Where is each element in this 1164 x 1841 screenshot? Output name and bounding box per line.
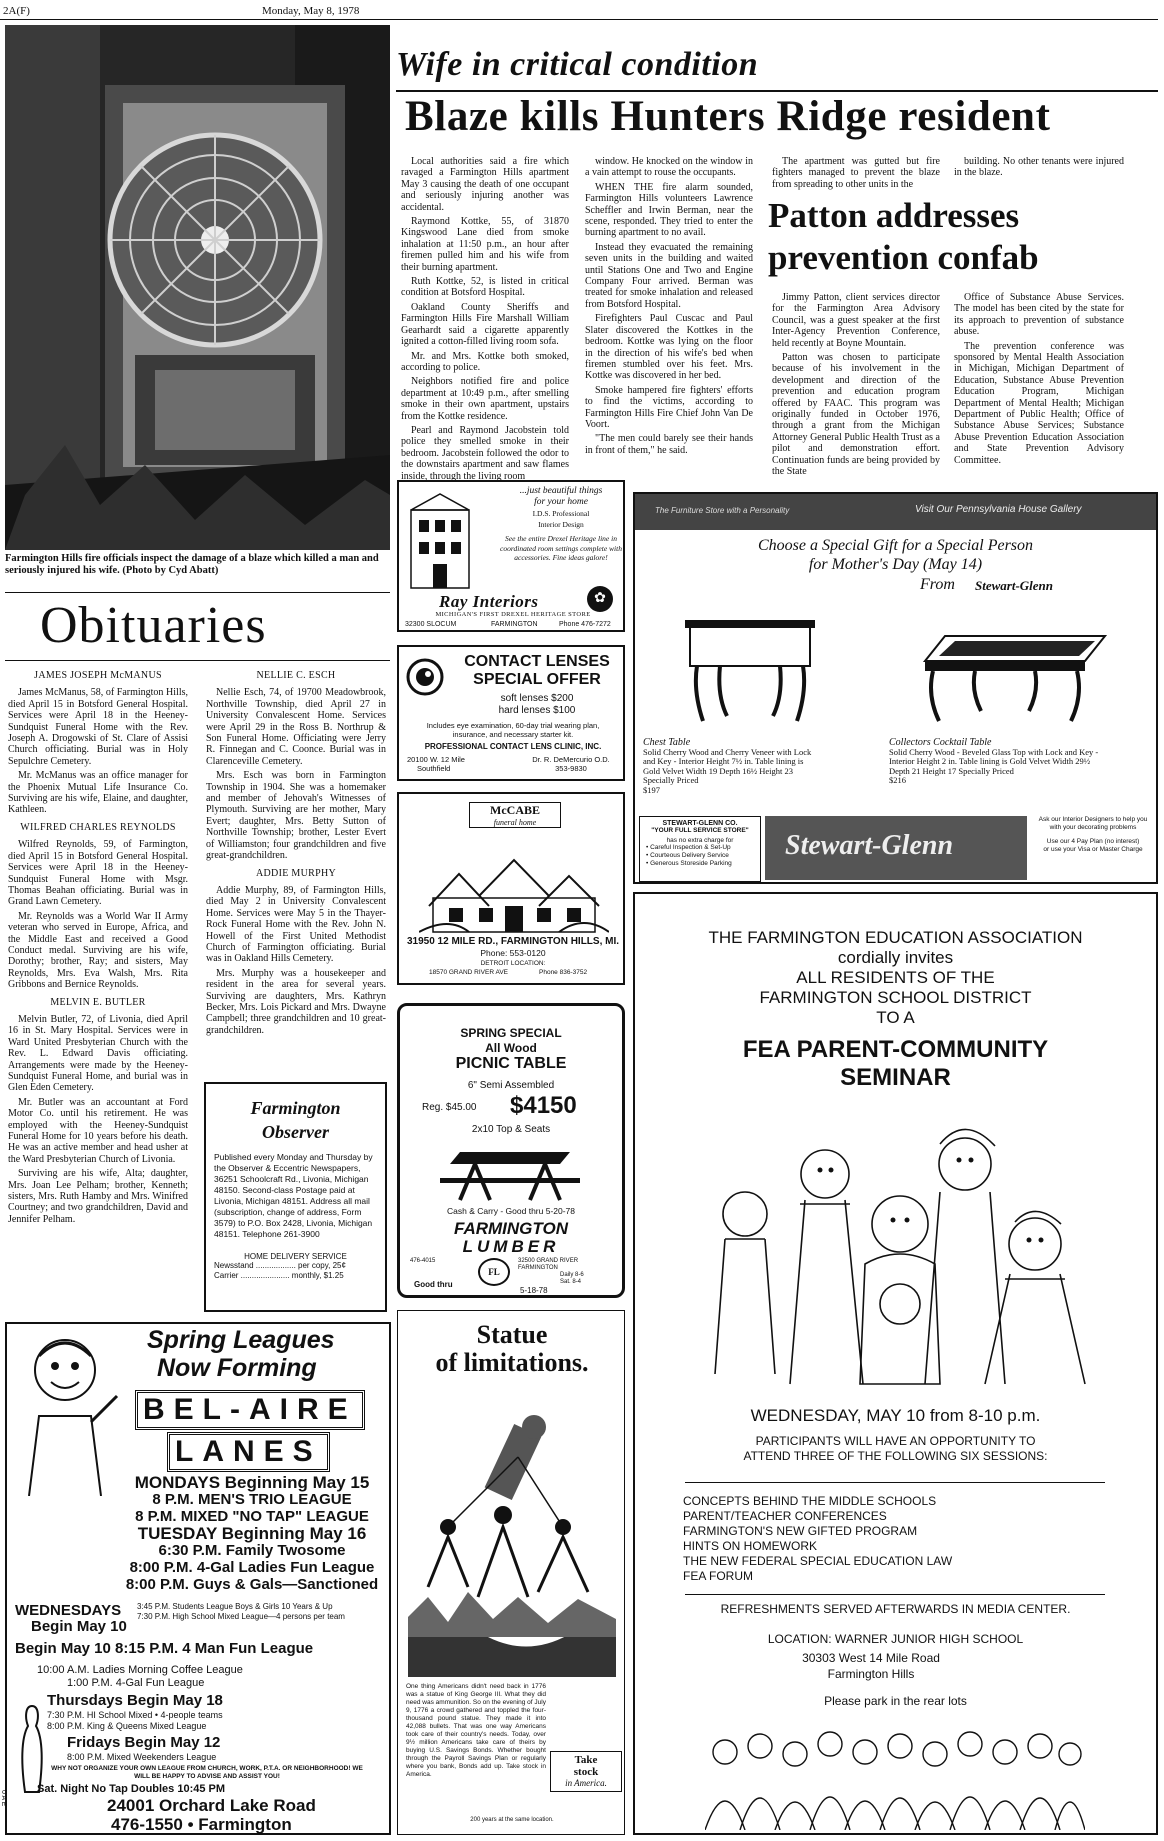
paragraph: Mrs. Murphy was a housekeeper and resident in the area for several years. Surviving are daughters, Mrs. Kathryn Becker, Mrs. Lois Pickard and Mrs. Dwayne Campbell; three grandchildren and 10 great-grandchildren. bbox=[206, 967, 386, 1036]
fire-photo bbox=[5, 25, 390, 550]
carrier-price: Carrier ...................... monthly, $1.25 bbox=[214, 1271, 344, 1280]
bowling-line: TUESDAY Beginning May 16 bbox=[137, 1524, 367, 1543]
session-item: FEA FORUM bbox=[683, 1569, 754, 1583]
bonds-headline bbox=[402, 1321, 622, 1377]
item-price: $197 bbox=[643, 784, 660, 795]
lumber-name-1: FARMINGTON bbox=[454, 1219, 568, 1238]
fea-parking: Please park in the rear lots bbox=[824, 1694, 967, 1708]
stewart-big-logo: Stewart-Glenn bbox=[785, 830, 954, 861]
patton-headline bbox=[768, 195, 1039, 279]
doctor-phone: 353-9830 bbox=[555, 764, 587, 773]
bowling-phone: 476-1550 • Farmington bbox=[111, 1815, 292, 1834]
ray-body: See the entire Drexel Heritage line in coordinated room settings complete with accessories. Fine ideas galore! bbox=[500, 534, 622, 562]
wednesday-item: 7:30 P.M. High School Mixed League—4 persons per team bbox=[137, 1612, 345, 1621]
note-line: Use our 4 Pay Plan (no interest) bbox=[1046, 838, 1140, 845]
paragraph: Smoke hampered fire fighters' efforts to find the victims, according to Farmington Hills Fire Chief John Van De Voort. bbox=[585, 384, 753, 430]
obituary-name: NELLIE C. ESCH bbox=[256, 670, 336, 681]
contact-title-line2: SPECIAL OFFER bbox=[473, 671, 601, 688]
fea-invite bbox=[635, 928, 1156, 1028]
obituary-name: ADDIE MURPHY bbox=[256, 867, 336, 879]
wednesdays-label: WEDNESDAYS bbox=[15, 1602, 122, 1619]
session-item: PARENT/TEACHER CONFERENCES bbox=[683, 1509, 887, 1523]
stewart-banner bbox=[635, 494, 1156, 530]
address-line: 30303 West 14 Mile Road bbox=[802, 1651, 940, 1665]
stewart-logo-panel bbox=[765, 816, 1027, 880]
bowling-line: 6:30 P.M. Family Twosome bbox=[158, 1542, 346, 1559]
photo-caption: Farmington Hills fire officials inspect the damage of a blaze which killed a man and seriously injured his wife. (Photo by Cyd Abatt) bbox=[5, 553, 379, 576]
league-line: 1:00 P.M. 4-Gal Fun League bbox=[67, 1677, 205, 1689]
perks-list bbox=[640, 844, 760, 868]
invite-line: THE FARMINGTON EDUCATION ASSOCIATION bbox=[708, 928, 1083, 947]
address-line: 20100 W. 12 Mile bbox=[407, 755, 465, 764]
league-line: 10:00 A.M. Ladies Morning Coffee League bbox=[37, 1664, 243, 1676]
item-desc: Solid Cherry Wood and Cherry Veneer with Lock and Key - Interior Height 7½ in. Table lining is Gold Velvet Width 19 Depth 16½ Height 23 Specially Priced bbox=[643, 746, 812, 785]
paragraph: Wilfred Reynolds, 59, of Farmington, died April 15 in Botsford General Hospital. Services were April 18 in the Heeney-Sundquist Funeral Home with Msgr. Thomas Beahan officiating. Burial was in Grand Lawn Cemetery. bbox=[8, 839, 188, 908]
contact-address bbox=[407, 755, 465, 773]
fea-title-line1: FEA PARENT-COMMUNITY bbox=[742, 1036, 1049, 1063]
invite-line: ALL RESIDENTS OF THE bbox=[796, 968, 995, 987]
picnic-cash-carry: Cash & Carry - Good thru 5-20-78 bbox=[446, 1206, 576, 1216]
perk-item: • Courteous Delivery Service bbox=[646, 852, 729, 859]
farmington-lumber-ad bbox=[397, 1003, 625, 1298]
invite-line: TO A bbox=[876, 1008, 915, 1027]
crowd-illustration bbox=[705, 1722, 1085, 1830]
item-price: $216 bbox=[889, 775, 906, 785]
thursday-items bbox=[47, 1710, 223, 1732]
fea-title bbox=[635, 1036, 1156, 1092]
lumber-logo bbox=[410, 1220, 612, 1256]
eye-logo-icon bbox=[405, 657, 445, 697]
paragraph: Pearl and Raymond Jacobstein told police they smelled smoke in their bedroom. Jacobstein followed the odor to the downstairs apartment and saw flames inside, through the living room bbox=[401, 424, 569, 482]
address-line: Southfield bbox=[417, 764, 451, 773]
bowling-line: 8:00 P.M. 4-Gal Ladies Fun League bbox=[129, 1559, 375, 1576]
paragraph: window. He knocked on the window in a vain attempt to rouse the occupants. bbox=[585, 156, 753, 179]
stewart-right-notes bbox=[1033, 816, 1153, 854]
stewart-headline-line1: Choose a Special Gift for a Special Person bbox=[757, 537, 1034, 554]
badge-line: stock bbox=[573, 1766, 599, 1778]
contact-clinic: PROFESSIONAL CONTACT LENS CLINIC, INC. bbox=[424, 742, 602, 751]
observer-body: Published every Monday and Thursday by the Observer & Eccentric Newspapers, 36251 Schoolcraft Rd., Livonia, Michigan 48150. Second-class Postage paid at Livonia, Michigan 48151. Address all mail (subscription, change of address, Form 3579) to P.O. Box 2428, Livonia, Michigan 48151. Telephone 261-3900 bbox=[214, 1152, 373, 1239]
paragraph: Mr. and Mrs. Kottke both smoked, according to police. bbox=[401, 350, 569, 373]
stewart-script-logo: Stewart-Glenn bbox=[975, 578, 1054, 593]
bowling-line: 8 P.M. MEN'S TRIO LEAGUE bbox=[152, 1491, 352, 1508]
invite-line: FARMINGTON SCHOOL DISTRICT bbox=[759, 988, 1032, 1007]
observer-title-line1: Farmington bbox=[250, 1098, 341, 1118]
funeral-home-building-icon bbox=[419, 836, 609, 936]
bowling-headline-1: Spring Leagues bbox=[147, 1326, 335, 1354]
organize-note: WHY NOT ORGANIZE YOUR OWN LEAGUE FROM CHURCH, WORK, P.T.A. OR NEIGHBORHOOD! WE WILL BE HAPPY TO ADVISE AND ASSIST YOU! bbox=[51, 1765, 363, 1780]
picnic-assembled: 6" Semi Assembled bbox=[467, 1080, 555, 1091]
picnic-reg-price: Reg. $45.00 bbox=[422, 1102, 477, 1113]
paragraph: Nellie Esch, 74, of 19700 Meadowbrook, Northville Township, died April 27 in University Convalescent Home. Services were April 29 in the Ross B. Northrup & Son Funeral Home. Officiating were Jerry R. Finnegan and C. Coonce. Burial was in Clarenceville Cemetery. bbox=[206, 687, 386, 767]
ray-subline: MICHIGAN'S FIRST DREXEL HERITAGE STORE bbox=[435, 611, 591, 618]
stewart-service-box bbox=[639, 816, 761, 882]
friday-item: 8:00 P.M. Mixed Weekenders League bbox=[67, 1752, 217, 1762]
paragraph: The apartment was gutted but fire fighters managed to prevent the blaze from spreading to other units in the bbox=[772, 156, 940, 190]
paragraph: Melvin Butler, 72, of Livonia, died April 16 in St. Mary Hospital. Services were in Ward United Presbyterian Church with the Rev. L. Edward Davis officiating. Arrangements were made by the Heeney-Sundquist Funeral Home, and burial was in Glen Eden Cemetery. bbox=[8, 1013, 188, 1094]
margin-code: 0 A E bbox=[0, 1790, 7, 1807]
bel-aire-lanes-ad bbox=[5, 1322, 391, 1835]
ray-interiors-name: Ray Interiors bbox=[439, 592, 539, 611]
tagline-line: for your home bbox=[534, 497, 588, 507]
paragraph: Mr. Butler was an accountant at Ford Motor Co. until his retirement. He was employed with the Heeney-Sundquist Funeral Home for 10 years before his death. He was an active member and head usher at the Ward Presbyterian Church of Livonia. bbox=[8, 1096, 188, 1165]
contact-title-line1: CONTACT LENSES bbox=[464, 653, 610, 670]
drexel-emblem-icon: ✿ bbox=[587, 586, 613, 612]
bowling-line: 8:00 P.M. Guys & Gals—Sanctioned bbox=[125, 1576, 379, 1593]
address-line: Farmington Hills bbox=[827, 1667, 915, 1681]
paragraph: building. No other tenants were injured in the blaze. bbox=[954, 156, 1124, 179]
tagline-line: Interior Design bbox=[538, 520, 584, 529]
participants-line: PARTICIPANTS WILL HAVE AN OPPORTUNITY TO bbox=[755, 1434, 1036, 1448]
paragraph: Firefighters Paul Cuscac and Paul Slater discovered the Kottkes in the bedroom. Kottke was lying on the floor in the direction of his wife's bed when firemen stumbled over his feet. Mrs. Kottke was discovered in her bed. bbox=[585, 313, 753, 382]
paragraph: The prevention conference was sponsored by Mental Health Association in Michigan, Michigan Department of Education, Substance Abuse Prevention Education Program, Michigan Department of Mental Health; Michigan Department of Public Health; Office of Substance Abuse Services; Substance Abuse Prevention Education Association and State Prevention Advisory Committee. bbox=[954, 340, 1124, 466]
tagline-line: I.D.S. Professional bbox=[532, 509, 590, 518]
mccabe-detroit-phone: Phone 836-3752 bbox=[539, 969, 588, 976]
contact-prices bbox=[451, 693, 623, 717]
contact-doctor bbox=[519, 755, 623, 773]
picnic-table-icon bbox=[440, 1142, 580, 1202]
paragraph: "The men could barely see their hands in front of them," he said. bbox=[585, 433, 753, 456]
item-desc: Solid Cherry Wood - Beveled Glass Top with Lock and Key - Interior Height 2 in. Table lining is Gold Velvet Width 29½ Depth 21 Height 17 Specially Priced bbox=[889, 746, 1099, 776]
mccabe-funeral-home-ad bbox=[397, 792, 625, 985]
obituaries-right-col bbox=[206, 664, 386, 1039]
fea-address bbox=[721, 1650, 1021, 1682]
mccabe-logo bbox=[469, 802, 561, 828]
badge-line: in America. bbox=[565, 1778, 607, 1788]
take-stock-badge bbox=[550, 1751, 622, 1792]
obituaries-heading: Obituaries bbox=[40, 597, 267, 654]
fea-location: LOCATION: WARNER JUNIOR HIGH SCHOOL bbox=[767, 1632, 1024, 1646]
picnic-sale-price: $4150 bbox=[510, 1092, 577, 1119]
stewart-headline bbox=[643, 536, 1148, 574]
kicker: Wife in critical condition bbox=[396, 46, 759, 83]
good-thru-label: Good thru bbox=[414, 1280, 453, 1289]
picnic-line: All Wood bbox=[485, 1041, 537, 1055]
league-line: 7:30 P.M. HI School Mixed • 4-people teams bbox=[47, 1710, 223, 1720]
picnic-top-seats: 2x10 Top & Seats bbox=[471, 1124, 551, 1135]
patton-col2 bbox=[954, 292, 1124, 469]
banner-left-text: The Furniture Store with a Personality bbox=[655, 506, 790, 515]
paragraph: Local authorities said a fire which ravaged a Farmington Hills apartment May 3 causing the death of one occupant and seriously injuring another was accidental. bbox=[401, 156, 569, 213]
main-story-col2 bbox=[585, 156, 753, 459]
page-number: 2A(F) bbox=[3, 5, 30, 17]
note-line: Ask our Interior Designers to help you with your decorating problems bbox=[1038, 816, 1148, 831]
mccabe-detroit: 18570 GRAND RIVER AVE bbox=[429, 969, 508, 976]
fea-participants bbox=[635, 1434, 1156, 1464]
hard-lens-price: hard lenses $100 bbox=[498, 705, 576, 716]
newsstand-price: Newsstand .................. per copy, 25¢ bbox=[214, 1261, 346, 1270]
bowling-address: 24001 Orchard Lake Road bbox=[107, 1796, 316, 1815]
hours-line: Daily 8-6 bbox=[560, 1272, 584, 1278]
bowling-pin-icon bbox=[17, 1704, 47, 1794]
bowling-line: MONDAYS Beginning May 15 bbox=[134, 1473, 370, 1492]
bonds-headline-line1: Statue bbox=[476, 1320, 548, 1349]
item-name: Chest Table bbox=[643, 737, 691, 748]
bowling-line: 8 P.M. MIXED "NO TAP" LEAGUE bbox=[135, 1508, 369, 1525]
perk-item: • Careful Inspection & Set-Up bbox=[646, 844, 731, 851]
bowling-headline-2: Now Forming bbox=[157, 1354, 317, 1382]
obituary-name: JAMES JOSEPH McMANUS bbox=[34, 670, 162, 681]
fan-in-window-image bbox=[5, 25, 390, 550]
ray-city: FARMINGTON bbox=[491, 621, 538, 628]
paragraph: Raymond Kottke, 55, of 31870 Kingswood Lane died from smoke inhalation at 11:50 p.m., an hour after firemen pulled him and his wife from their burning apartment. bbox=[401, 216, 569, 273]
picnic-headline bbox=[410, 1026, 612, 1071]
paragraph: Ruth Kottke, 52, is listed in critical condition at Botsford Hospital. bbox=[401, 276, 569, 299]
contact-includes: Includes eye examination, 60-day trial wearing plan, insurance, and necessary starter kit. bbox=[426, 721, 600, 739]
obituary-name: WILFRED CHARLES REYNOLDS bbox=[20, 821, 176, 833]
building-drawing-icon bbox=[405, 490, 475, 590]
bonds-foot: 200 years at the same location. bbox=[470, 1817, 554, 1823]
main-headline: Blaze kills Hunters Ridge resident bbox=[405, 93, 1051, 140]
perk-item: • Generous Storeside Parking bbox=[646, 860, 732, 867]
contact-title bbox=[451, 653, 623, 689]
paragraph: James McManus, 58, of Farmington Hills, died April 15 in Botsford General Hospital. Services were April 18 in the Heeney-Sundquist Funeral Home with the Rev. Joseph A. Drogowski of St. Clare of Assisi Church officiating. Burial was in Holy Sepulchre Cemetery. bbox=[8, 687, 188, 767]
mccabe-name: McCABE bbox=[490, 803, 540, 817]
paragraph: Instead they evacuated the remaining seven units in the building and waited until Stations One and Two and Engine Company Four arrived. Berman was treated for smoke inhalation and released from Botsford Hospital. bbox=[585, 241, 753, 310]
paragraph: Office of Substance Abuse Services. The model has been cited by the state for its approach to prevention of substance abuse. bbox=[954, 292, 1124, 338]
cartoon-man-icon bbox=[9, 1326, 121, 1496]
obituaries-left-col bbox=[8, 664, 188, 1228]
soft-lens-price: soft lenses $200 bbox=[500, 693, 574, 704]
family-illustration bbox=[685, 1104, 1105, 1394]
paragraph: Patton was chosen to participate because of his involvement in the development and direction of the prevention and education program offered by FAAC. This program was originally funded in October 1976, through a grant from the Michigan Attorney General Public Health Trust as a pilot and demonstration effort. Continuation funds are being provided by the State bbox=[772, 352, 940, 478]
patton-col1 bbox=[772, 292, 940, 481]
invite-line: cordially invites bbox=[837, 948, 954, 967]
fea-date: WEDNESDAY, MAY 10 from 8-10 p.m. bbox=[750, 1406, 1041, 1425]
fea-sessions-list bbox=[683, 1494, 1123, 1584]
paragraph: Oakland County Sheriffs and Farmington Hills Fire Marshall William Gearhardt said a cigarette apparently ignited a cotton-filled living room sofa. bbox=[401, 301, 569, 348]
paragraph: Surviving are his wife, Alta; daughter, Mrs. Joan Lee Pelham; brother, Kenneth; sisters, Mrs. Ruth Hamby and Mrs. Winifred Courtney; and two grandchildren, David and Jennifer Pelham. bbox=[8, 1168, 188, 1225]
paragraph: WHEN THE fire alarm sounded, Farmington Hills volunteers Lawrence Scheffler and Irwin Berman, near the scene, responded. They tried to enter the burning apartment to no avail. bbox=[585, 181, 753, 239]
ray-address: 32300 SLOCUM bbox=[405, 621, 457, 628]
obituary-name: MELVIN E. BUTLER bbox=[50, 996, 146, 1008]
mccabe-phone: Phone: 553-0120 bbox=[480, 948, 546, 958]
cocktail-table-drawing bbox=[915, 616, 1115, 726]
bowling-schedule bbox=[117, 1474, 387, 1593]
ray-tagline bbox=[499, 486, 623, 530]
store-name: STEWART-GLENN CO. bbox=[662, 820, 738, 827]
ray-interiors-ad bbox=[397, 480, 625, 632]
wednesday-item: 3:45 P.M. Students League Boys & Girls 10 Years & Up bbox=[137, 1602, 333, 1611]
session-item: CONCEPTS BEHIND THE MIDDLE SCHOOLS bbox=[683, 1494, 937, 1508]
lumber-phone: 476-4015 bbox=[410, 1258, 436, 1264]
mccabe-address: 31950 12 MILE RD., FARMINGTON HILLS, MI. bbox=[406, 936, 620, 947]
savings-bonds-ad bbox=[397, 1310, 625, 1835]
lumber-emblem-icon: FL bbox=[478, 1258, 510, 1286]
cocktail-table-info bbox=[889, 738, 1099, 786]
mccabe-sub: funeral home bbox=[493, 818, 537, 827]
lumber-address: 32500 GRAND RIVER FARMINGTON bbox=[518, 1258, 579, 1271]
fea-title-line2: SEMINAR bbox=[840, 1064, 951, 1091]
lanes-logo: LANES bbox=[167, 1432, 330, 1472]
contact-lenses-ad bbox=[397, 645, 625, 781]
paragraph: Mr. McManus was an office manager for the Phoenix Mutual Life Insurance Co. Surviving are his wife, Elaine, and daughter, Kathleen. bbox=[8, 770, 188, 816]
banner-right-text: Visit Our Pennsylvania House Gallery bbox=[915, 504, 1082, 515]
patton-headline-line2: prevention confab bbox=[768, 238, 1039, 277]
toppling-statue-illustration bbox=[408, 1387, 616, 1677]
main-story-col4 bbox=[954, 156, 1124, 182]
no-charge-text: has no extra charge for bbox=[666, 837, 734, 844]
mccabe-detroit-label: DETROIT LOCATION: bbox=[480, 960, 546, 967]
chest-table-info bbox=[643, 738, 813, 795]
note-line: or use your Visa or Master Charge bbox=[1043, 846, 1143, 853]
observer-title-line2: Observer bbox=[262, 1122, 329, 1142]
session-item: HINTS ON HOMEWORK bbox=[683, 1539, 817, 1553]
friday-line: Fridays Begin May 12 bbox=[67, 1734, 221, 1751]
item-name: Collectors Cocktail Table bbox=[889, 737, 992, 748]
paragraph: Mrs. Esch was born in Farmington Township in 1904. She was a homemaker and member of Jehovah's Witnesses of Plymouth. Surviving are her mother, Mary Evert; daughter, Mrs. Betty Sutton of Northville Township; brother, Lester Evert of Williamston; four grandchildren and five great-grandchildren. bbox=[206, 770, 386, 862]
main-story-col3 bbox=[772, 156, 940, 193]
page-date: Monday, May 8, 1978 bbox=[262, 5, 360, 17]
paragraph: Mr. Reynolds was a World War II Army veteran who served in Europe, Africa, and the Middle East and received a Good Conduct medal. Surviving are his wife, Dorothy; brother, Ray; and sisters, May Reynolds, Mrs. Eva Walsh, Mrs. Rita Gribbons and Bernice Reynolds. bbox=[8, 910, 188, 991]
picnic-line: PICNIC TABLE bbox=[455, 1055, 567, 1072]
doctor-name: Dr. R. DeMercurio O.D. bbox=[532, 755, 610, 764]
good-thru-date: 5-18-78 bbox=[520, 1286, 548, 1295]
ray-phone: Phone 476-7272 bbox=[559, 621, 611, 628]
stewart-glenn-ad bbox=[633, 492, 1158, 884]
paragraph: Addie Murphy, 89, of Farmington Hills, died May 2 in University Convalescent Home. Services were May 5 in the Thayer-Rock Funeral Home with the Rev. John N. Howell of the First United Methodist Church of Farmington officiating. Burial was in Oakland Hills Cemetery. bbox=[206, 884, 386, 965]
wednesday-line2: Begin May 10 8:15 P.M. 4 Man Fun League bbox=[15, 1640, 314, 1657]
participants-line: ATTEND THREE OF THE FOLLOWING SIX SESSIONS: bbox=[743, 1449, 1048, 1463]
paragraph: Jimmy Patton, client services director for the Farmington Area Advisory Council, was a guest speaker at the first Inter-Agency Prevention Conference, held recently at Boyne Mountain. bbox=[772, 292, 940, 349]
bel-aire-logo: BEL-AIRE bbox=[135, 1390, 365, 1430]
session-item: THE NEW FEDERAL SPECIAL EDUCATION LAW bbox=[683, 1554, 953, 1568]
main-story-col1 bbox=[401, 156, 569, 485]
store-tag: "YOUR FULL SERVICE STORE" bbox=[651, 827, 749, 834]
stewart-from: From bbox=[920, 576, 955, 593]
wednesday-items bbox=[137, 1602, 389, 1622]
chest-table-drawing bbox=[675, 616, 825, 726]
home-delivery-title: HOME DELIVERY SERVICE bbox=[244, 1252, 347, 1261]
paragraph: Neighbors notified fire and police department at 10:49 p.m., after smelling smoke in their own apartment, upstairs from the Kottke residence. bbox=[401, 376, 569, 422]
bonds-body: One thing Americans didn't need back in 1776 was a statue of King George III. What they did need was ammunition. So on the evening of July 9, 1776 a crowd gathered and toppled the four-thousand pound statue. They made it into 42,088 bullets. That was one way Americans took care of their country's needs. Today, over 9½ million Americans take care of theirs by buying U.S. Savings Bonds. Whether bought through the Payroll Savings Plan or regularly where you bank, Bonds add up. Take stock in America. bbox=[406, 1683, 546, 1778]
wednesday-begin: Begin May 10 bbox=[31, 1618, 127, 1635]
fea-seminar-ad bbox=[633, 892, 1158, 1835]
badge-line: Take bbox=[574, 1754, 598, 1766]
lumber-name-2: LUMBER bbox=[462, 1237, 560, 1256]
lumber-hours bbox=[560, 1272, 584, 1286]
fea-refreshments: REFRESHMENTS SERVED AFTERWARDS IN MEDIA CENTER. bbox=[720, 1602, 1071, 1616]
patton-headline-line1: Patton addresses bbox=[768, 196, 1020, 235]
tagline-line: ...just beautiful things bbox=[519, 486, 603, 496]
league-line: 8:00 P.M. King & Queens Mixed League bbox=[47, 1721, 207, 1731]
thursday-line: Thursdays Begin May 18 bbox=[47, 1692, 223, 1709]
stewart-headline-line2: for Mother's Day (May 14) bbox=[808, 556, 983, 573]
bonds-headline-line2: of limitations. bbox=[435, 1348, 589, 1377]
observer-masthead-box bbox=[204, 1082, 387, 1312]
saturday-line: Sat. Night No Tap Doubles 10:45 PM bbox=[37, 1783, 226, 1795]
more-leagues bbox=[37, 1664, 243, 1690]
hours-line: Sat. 8-4 bbox=[560, 1279, 582, 1285]
session-item: FARMINGTON'S NEW GIFTED PROGRAM bbox=[683, 1524, 918, 1538]
picnic-line: SPRING SPECIAL bbox=[460, 1026, 562, 1040]
